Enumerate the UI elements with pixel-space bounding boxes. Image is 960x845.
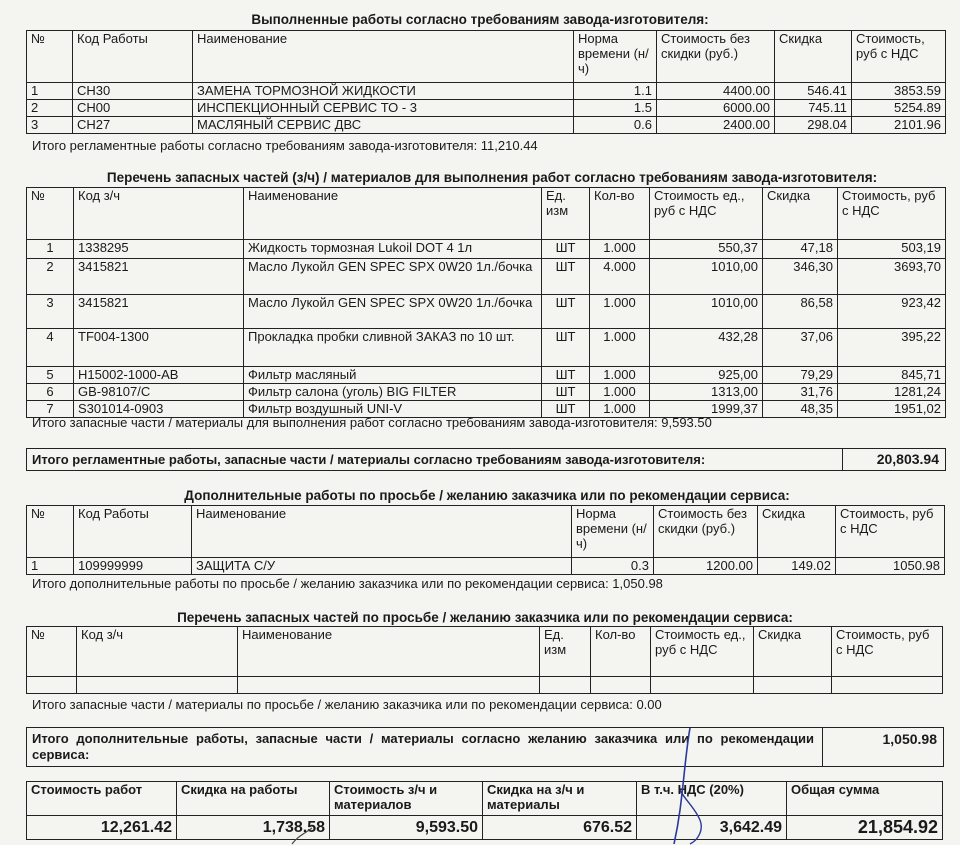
summary-value: 9,593.50 xyxy=(330,816,483,840)
cell: 79,29 xyxy=(763,367,838,384)
reg-total-value: 20,803.94 xyxy=(876,451,939,467)
header-cell: Кол-во xyxy=(590,188,650,240)
cell: 298.04 xyxy=(775,117,852,134)
divider xyxy=(822,728,823,766)
header-cell: Стоимость, руб с НДС xyxy=(836,506,945,558)
summary-value: 3,642.49 xyxy=(637,816,787,840)
header-cell: Скидка xyxy=(754,627,832,677)
cell: 925,00 xyxy=(650,367,763,384)
cell: ШТ xyxy=(542,401,590,418)
cell: 923,42 xyxy=(838,295,946,329)
header-cell: № xyxy=(27,188,74,240)
cell: 1.000 xyxy=(590,240,650,259)
cell: 1313,00 xyxy=(650,384,763,401)
cell: 346,30 xyxy=(763,259,838,295)
extra-parts-header-row xyxy=(27,627,943,677)
works-header-row xyxy=(27,31,946,83)
extra-parts-title: Перечень запасных частей по просьбе / желанию заказчика или по рекомендации сервиса: xyxy=(177,610,793,625)
header-cell: Норма времени (н/ч) xyxy=(572,506,654,558)
cell: 31,76 xyxy=(763,384,838,401)
cell: 1281,24 xyxy=(838,384,946,401)
works-table xyxy=(26,30,946,134)
cell: 3853.59 xyxy=(852,83,946,100)
cell: 546.41 xyxy=(775,83,852,100)
cell: 0.6 xyxy=(574,117,657,134)
cell: CH27 xyxy=(73,117,193,134)
summary-header-row xyxy=(27,782,943,816)
cell: 3415821 xyxy=(74,295,244,329)
header-cell: Стоимость ед., руб с НДС xyxy=(651,627,754,677)
header-cell: Стоимость, руб с НДС xyxy=(852,31,946,83)
cell: 3693,70 xyxy=(838,259,946,295)
header-cell: Стоимость без скидки (руб.) xyxy=(657,31,775,83)
cell: Фильтр воздушный UNI-V xyxy=(244,401,542,418)
cell: 395,22 xyxy=(838,329,946,367)
extra-total-label: Итого дополнительные работы, запасные части / материалы согласно желанию заказчика или по рекомендации сервиса: xyxy=(32,731,814,762)
header-cell: Стоимость без скидки (руб.) xyxy=(654,506,758,558)
cell: ШТ xyxy=(542,259,590,295)
cell: 432,28 xyxy=(650,329,763,367)
header-cell: Наименование xyxy=(238,627,540,677)
cell: 47,18 xyxy=(763,240,838,259)
table-row xyxy=(27,329,946,367)
cell: CH00 xyxy=(73,100,193,117)
cell: 1 xyxy=(27,558,74,575)
cell: 1.000 xyxy=(590,384,650,401)
header-cell: В т.ч. НДС (20%) xyxy=(637,782,787,816)
cell: CH30 xyxy=(73,83,193,100)
cell: Фильтр масляный xyxy=(244,367,542,384)
empty-row xyxy=(27,677,943,694)
cell: ШТ xyxy=(542,329,590,367)
works-title: Выполненные работы согласно требованиям завода-изготовителя: xyxy=(251,12,709,27)
cell: МАСЛЯНЫЙ СЕРВИС ДВС xyxy=(193,117,574,134)
cell: 37,06 xyxy=(763,329,838,367)
extra-works-header-row xyxy=(27,506,945,558)
table-row xyxy=(27,259,946,295)
divider xyxy=(842,449,843,470)
cell: 149.02 xyxy=(758,558,836,575)
extra-works-title: Дополнительные работы по просьбе / желанию заказчика или по рекомендации сервиса: xyxy=(184,488,790,503)
cell: Жидкость тормозная Lukoil DOT 4 1л xyxy=(244,240,542,259)
cell: ЗАМЕНА ТОРМОЗНОЙ ЖИДКОСТИ xyxy=(193,83,574,100)
header-cell: Кол-во xyxy=(591,627,651,677)
cell: 4.000 xyxy=(590,259,650,295)
parts-table xyxy=(26,187,946,418)
header-cell: Скидка xyxy=(758,506,836,558)
cell: 3 xyxy=(27,117,73,134)
header-cell: Скидка на работы xyxy=(177,782,330,816)
cell: 3 xyxy=(27,295,74,329)
handwritten-signature xyxy=(640,720,720,845)
cell: S301014-0903 xyxy=(74,401,244,418)
extra-works-table xyxy=(26,505,945,575)
cell: ШТ xyxy=(542,367,590,384)
cell: Масло Лукойл GEN SPEC SPX 0W20 1л./бочка xyxy=(244,295,542,329)
table-row xyxy=(27,295,946,329)
reg-total-box xyxy=(26,448,946,471)
cell: 109999999 xyxy=(74,558,192,575)
cell: 6000.00 xyxy=(657,100,775,117)
summary-value: 1,738.58 xyxy=(177,816,330,840)
cell: 1.000 xyxy=(590,329,650,367)
cell: 1 xyxy=(27,240,74,259)
table-row xyxy=(27,100,946,117)
header-cell: Общая сумма xyxy=(787,782,943,816)
table-row xyxy=(27,367,946,384)
cell: 745.11 xyxy=(775,100,852,117)
cell: 2 xyxy=(27,100,73,117)
header-cell: № xyxy=(27,31,73,83)
summary-value: 12,261.42 xyxy=(27,816,177,840)
cell: 5 xyxy=(27,367,74,384)
cell: 6 xyxy=(27,384,74,401)
cell: 86,58 xyxy=(763,295,838,329)
cell: Масло Лукойл GEN SPEC SPX 0W20 1л./бочка xyxy=(244,259,542,295)
summary-table xyxy=(26,781,943,840)
parts-title: Перечень запасных частей (з/ч) / материалов для выполнения работ согласно требованиям завода-изготовителя: xyxy=(106,170,878,185)
header-cell: Стоимость, руб с НДС xyxy=(838,188,946,240)
cell: 48,35 xyxy=(763,401,838,418)
extra-total-value: 1,050.98 xyxy=(882,731,937,747)
header-cell: № xyxy=(27,627,77,677)
header-cell: Код з/ч xyxy=(74,188,244,240)
extra-parts-total: Итого запасные части / материалы по просьбе / желанию заказчика или по рекомендации сервиса: 0.00 xyxy=(32,697,662,712)
cell: 1010,00 xyxy=(650,259,763,295)
cell: TF004-1300 xyxy=(74,329,244,367)
cell: 2 xyxy=(27,259,74,295)
extra-total-box xyxy=(26,727,944,767)
summary-value: 676.52 xyxy=(483,816,637,840)
cell: 1.5 xyxy=(574,100,657,117)
cell: ШТ xyxy=(542,295,590,329)
header-cell: Код з/ч xyxy=(77,627,238,677)
cell: 1951,02 xyxy=(838,401,946,418)
cell: ШТ xyxy=(542,240,590,259)
cell: 550,37 xyxy=(650,240,763,259)
table-row xyxy=(27,384,946,401)
header-cell: Ед. изм xyxy=(540,627,591,677)
cell: GB-98107/C xyxy=(74,384,244,401)
cell: ИНСПЕКЦИОННЫЙ СЕРВИС ТО - 3 xyxy=(193,100,574,117)
cell: 1.000 xyxy=(590,367,650,384)
table-row xyxy=(27,558,945,575)
cell: ЗАЩИТА С/У xyxy=(192,558,572,575)
header-cell: Наименование xyxy=(193,31,574,83)
cell: 1.1 xyxy=(574,83,657,100)
cell: Фильтр салона (уголь) BIG FILTER xyxy=(244,384,542,401)
summary-values-row xyxy=(27,816,943,840)
header-cell: Ед. изм xyxy=(542,188,590,240)
cell: 4 xyxy=(27,329,74,367)
header-cell: Наименование xyxy=(244,188,542,240)
reg-total-label: Итого регламентные работы, запасные части / материалы согласно требованиям завода-изготовителя: xyxy=(32,452,706,467)
table-row xyxy=(27,240,946,259)
header-cell: Скидка xyxy=(763,188,838,240)
cell: 4400.00 xyxy=(657,83,775,100)
parts-header-row xyxy=(27,188,946,240)
cell: 3415821 xyxy=(74,259,244,295)
cell: ШТ xyxy=(542,384,590,401)
cell: 2101.96 xyxy=(852,117,946,134)
header-cell: Скидка xyxy=(775,31,852,83)
cell: 1999,37 xyxy=(650,401,763,418)
cell: 845,71 xyxy=(838,367,946,384)
header-cell: Норма времени (н/ч) xyxy=(574,31,657,83)
extra-parts-table xyxy=(26,626,943,694)
cell: 1.000 xyxy=(590,401,650,418)
cell: 1338295 xyxy=(74,240,244,259)
cell: 2400.00 xyxy=(657,117,775,134)
cell: Прокладка пробки сливной ЗАКАЗ по 10 шт. xyxy=(244,329,542,367)
header-cell: Стоимость ед., руб с НДС xyxy=(650,188,763,240)
works-total: Итого регламентные работы согласно требованиям завода-изготовителя: 11,210.44 xyxy=(32,138,538,153)
cell: 503,19 xyxy=(838,240,946,259)
header-cell: Наименование xyxy=(192,506,572,558)
header-cell: № xyxy=(27,506,74,558)
pen-mark xyxy=(290,826,320,845)
extra-works-total: Итого дополнительные работы по просьбе / желанию заказчика или по рекомендации сервиса: 1,050.98 xyxy=(32,576,663,591)
cell: H15002-1000-AB xyxy=(74,367,244,384)
header-cell: Стоимость, руб с НДС xyxy=(832,627,943,677)
cell: 0.3 xyxy=(572,558,654,575)
summary-value-total: 21,854.92 xyxy=(787,816,943,840)
header-cell: Скидка на з/ч и материалы xyxy=(483,782,637,816)
cell: 1010,00 xyxy=(650,295,763,329)
cell: 7 xyxy=(27,401,74,418)
header-cell: Код Работы xyxy=(74,506,192,558)
cell: 1200.00 xyxy=(654,558,758,575)
cell: 1050.98 xyxy=(836,558,945,575)
header-cell: Стоимость работ xyxy=(27,782,177,816)
cell: 5254.89 xyxy=(852,100,946,117)
table-row xyxy=(27,117,946,134)
table-row xyxy=(27,83,946,100)
cell: 1.000 xyxy=(590,295,650,329)
header-cell: Код Работы xyxy=(73,31,193,83)
cell: 1 xyxy=(27,83,73,100)
header-cell: Стоимость з/ч и материалов xyxy=(330,782,483,816)
parts-total: Итого запасные части / материалы для выполнения работ согласно требованиям завода-изготовителя: 9,593.50 xyxy=(32,415,712,430)
